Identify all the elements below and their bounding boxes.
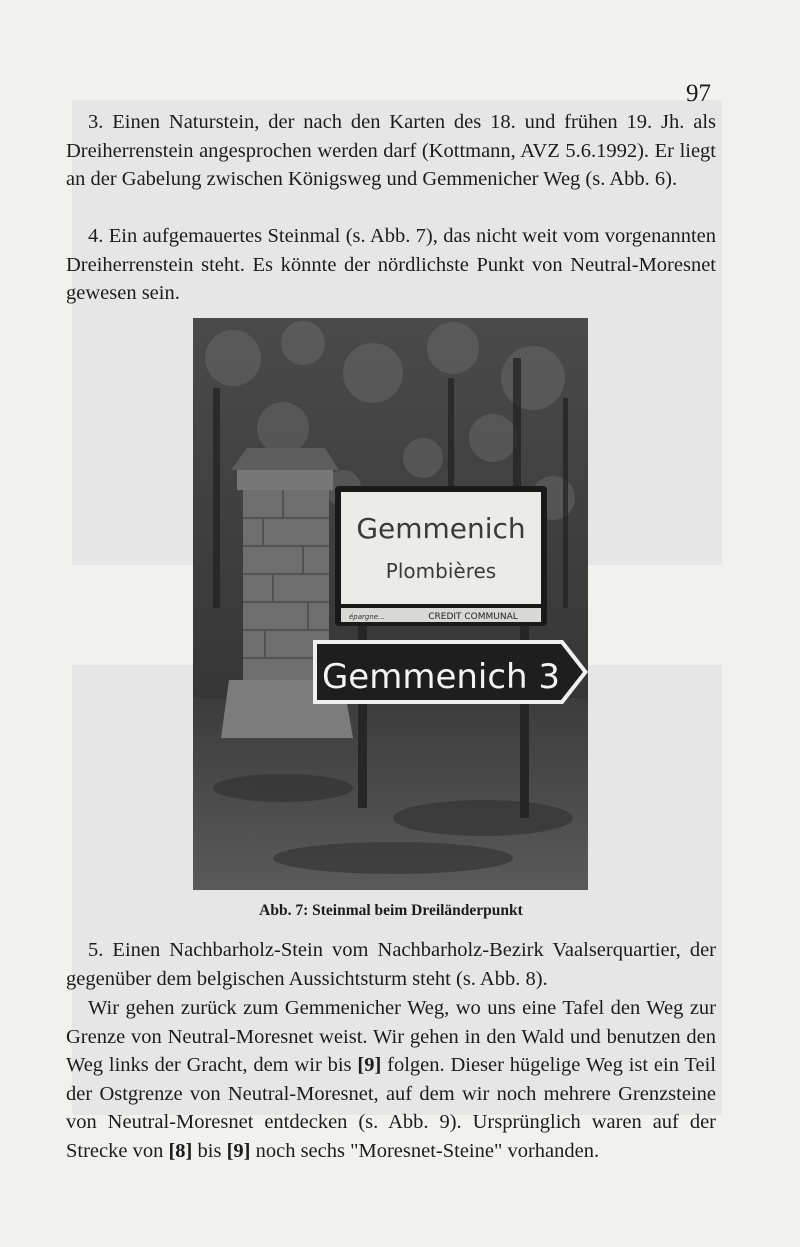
figure-caption: Abb. 7: Steinmal beim Dreiländerpunkt: [259, 902, 523, 919]
town-sign-footer-left: épargne...: [349, 613, 385, 621]
reference-9-second: [9]: [226, 1139, 251, 1162]
paragraph-4-text: 4. Ein aufgemauertes Steinmal (s. Abb. 7), das nicht weit vom vorgenannten Dreiherrenstein steht. Es könnte der nördlichste Punkt von Neutral-Moresnet gewesen sein.: [66, 225, 716, 305]
paragraph-6: [66, 994, 716, 1166]
paragraph-3-text: 3. Einen Naturstein, der nach den Karten des 18. und frühen 19. Jh. als Dreiherrenstein angesprochen werden darf (Kottmann, AVZ 5.6.1992). Er liegt an der Gabelung zwischen Königsweg und Gemmenicher Weg (s. Abb. 6).: [66, 111, 716, 191]
direction-sign-text: Gemmenich 3: [321, 657, 561, 697]
paragraph-5: [66, 936, 716, 993]
paragraph-6-text-b: folgen. Dieser hügelige Weg ist ein Teil der Ostgrenze von Neutral-Moresnet, auf dem wir noch mehrere Grenzsteine von Neutral-Moresnet entdecken (s. Abb. 9). Ursprünglich waren auf der Strecke von: [66, 1054, 716, 1162]
paragraph-5-text: 5. Einen Nachbarholz-Stein vom Nachbarholz-Bezirk Vaalserquartier, der gegenüber dem belgischen Aussichtsturm steht (s. Abb. 8).: [66, 939, 716, 990]
paragraph-6-text-d: noch sechs "Moresnet-Steine" vorhanden.: [250, 1139, 600, 1162]
paragraph-4: [66, 222, 716, 308]
town-sign-line1: Gemmenich: [356, 512, 526, 545]
reference-8: [8]: [168, 1139, 193, 1162]
paragraph-6-text-a: Wir gehen zurück zum Gemmenicher Weg, wo uns eine Tafel den Weg zur Grenze von Neutral-Moresnet weist. Wir gehen in den Wald und benutzen den Weg links der Gracht, dem wir bis: [66, 997, 716, 1077]
figure-photo: [193, 318, 588, 890]
paragraph-3: [66, 108, 716, 194]
reference-9: [9]: [357, 1054, 382, 1077]
paragraph-6-text-c: bis: [192, 1139, 227, 1162]
town-sign-line2: Plombières: [385, 559, 497, 583]
town-sign-panel: [341, 492, 541, 604]
page-number: 97: [686, 80, 711, 107]
town-sign-footer-right: CREDIT COMMUNAL: [428, 612, 518, 622]
